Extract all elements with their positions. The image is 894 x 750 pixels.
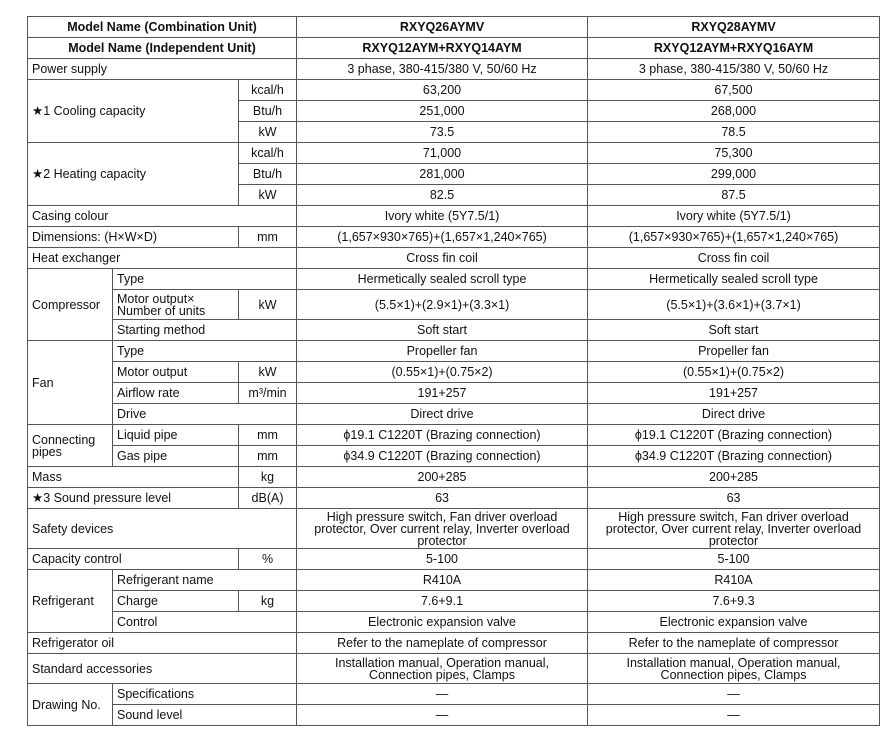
value-cell: 78.5 bbox=[588, 122, 880, 143]
value-cell: Propeller fan bbox=[297, 341, 588, 362]
row-mass bbox=[28, 467, 880, 488]
row-safety-devices bbox=[28, 509, 880, 549]
dimensions-label: Dimensions: (H×W×D) bbox=[28, 227, 239, 248]
power-supply-label: Power supply bbox=[28, 59, 297, 80]
value-cell: 299,000 bbox=[588, 164, 880, 185]
value-cell: ϕ19.1 C1220T (Brazing connection) bbox=[588, 425, 880, 446]
row-dimensions bbox=[28, 227, 880, 248]
liquid-pipe-label: Liquid pipe bbox=[113, 425, 239, 446]
value-cell: 67,500 bbox=[588, 80, 880, 101]
unit-cell: kW bbox=[239, 122, 297, 143]
value-cell: 251,000 bbox=[297, 101, 588, 122]
safety-line: High pressure switch, Fan driver overload bbox=[618, 509, 849, 524]
safety-line: protector, Over current relay, Inverter overload bbox=[314, 521, 570, 536]
row-fan-airflow bbox=[28, 383, 880, 404]
pipes-text: pipes bbox=[32, 444, 62, 459]
accessories-line: Installation manual, Operation manual, bbox=[335, 655, 550, 670]
value-cell: 73.5 bbox=[297, 122, 588, 143]
safety-line: protector bbox=[708, 533, 759, 548]
unit-cell: kW bbox=[239, 290, 297, 320]
value-cell: Electronic expansion valve bbox=[297, 612, 588, 633]
airflow-label: Airflow rate bbox=[113, 383, 239, 404]
value-cell: (5.5×1)+(3.6×1)+(3.7×1) bbox=[588, 290, 880, 320]
safety-line: High pressure switch, Fan driver overload bbox=[326, 509, 558, 524]
value-cell: 5-100 bbox=[588, 549, 880, 570]
indep-model-1: RXYQ12AYM+RXYQ14AYM bbox=[297, 38, 588, 59]
value-cell: (1,657×930×765)+(1,657×1,240×765) bbox=[588, 227, 880, 248]
value-cell: — bbox=[297, 705, 588, 726]
value-cell: 75,300 bbox=[588, 143, 880, 164]
value-cell: Cross fin coil bbox=[297, 248, 588, 269]
row-standard-accessories bbox=[28, 654, 880, 684]
motor-output-text: Motor output× bbox=[117, 291, 195, 306]
value-cell: (5.5×1)+(2.9×1)+(3.3×1) bbox=[297, 290, 588, 320]
sound-pressure-label: ★3 Sound pressure level bbox=[28, 488, 239, 509]
accessories-2 bbox=[588, 654, 880, 684]
value-cell: 63 bbox=[297, 488, 588, 509]
row-combination-model bbox=[28, 17, 880, 38]
indep-model-2: RXYQ12AYM+RXYQ16AYM bbox=[588, 38, 880, 59]
refrigerator-oil-label: Refrigerator oil bbox=[28, 633, 297, 654]
unit-cell: kW bbox=[239, 185, 297, 206]
value-cell: Hermetically sealed scroll type bbox=[588, 269, 880, 290]
row-casing-colour bbox=[28, 206, 880, 227]
value-cell: 7.6+9.1 bbox=[297, 591, 588, 612]
unit-cell: Btu/h bbox=[239, 164, 297, 185]
fan-type-label: Type bbox=[113, 341, 297, 362]
value-cell: — bbox=[588, 684, 880, 705]
row-power-supply bbox=[28, 59, 880, 80]
indep-model-label: Model Name (Independent Unit) bbox=[28, 38, 297, 59]
value-cell: Refer to the nameplate of compressor bbox=[297, 633, 588, 654]
heat-exchanger-label: Heat exchanger bbox=[28, 248, 297, 269]
value-cell: Ivory white (5Y7.5/1) bbox=[297, 206, 588, 227]
value-cell: 191+257 bbox=[588, 383, 880, 404]
row-refrigerant-control bbox=[28, 612, 880, 633]
unit-cell: mm bbox=[239, 425, 297, 446]
value-cell: Cross fin coil bbox=[588, 248, 880, 269]
refrigerant-name-label: Refrigerant name bbox=[113, 570, 297, 591]
sound-level-label: Sound level bbox=[113, 705, 297, 726]
value-cell: 63,200 bbox=[297, 80, 588, 101]
value-cell: Direct drive bbox=[297, 404, 588, 425]
value-cell: R410A bbox=[588, 570, 880, 591]
value-cell: (1,657×930×765)+(1,657×1,240×765) bbox=[297, 227, 588, 248]
fan-label: Fan bbox=[28, 341, 113, 425]
row-refrigerant-charge bbox=[28, 591, 880, 612]
unit-cell: dB(A) bbox=[239, 488, 297, 509]
combo-model-2: RXYQ28AYMV bbox=[588, 17, 880, 38]
mass-label: Mass bbox=[28, 467, 239, 488]
accessories-line: Installation manual, Operation manual, bbox=[626, 655, 841, 670]
unit-cell: % bbox=[239, 549, 297, 570]
value-cell: 5-100 bbox=[297, 549, 588, 570]
unit-cell: mm bbox=[239, 227, 297, 248]
safety-devices-1 bbox=[297, 509, 588, 549]
safety-devices-2 bbox=[588, 509, 880, 549]
charge-label: Charge bbox=[113, 591, 239, 612]
refrigerant-control-label: Control bbox=[113, 612, 297, 633]
unit-cell: kW bbox=[239, 362, 297, 383]
row-fan-drive bbox=[28, 404, 880, 425]
heating-capacity-label: ★2 Heating capacity bbox=[28, 143, 239, 206]
row-refrigerator-oil bbox=[28, 633, 880, 654]
spec-table bbox=[27, 16, 880, 726]
row-capacity-control bbox=[28, 549, 880, 570]
value-cell: Refer to the nameplate of compressor bbox=[588, 633, 880, 654]
starting-method-label: Starting method bbox=[113, 320, 297, 341]
refrigerant-label: Refrigerant bbox=[28, 570, 113, 633]
accessories-1 bbox=[297, 654, 588, 684]
drive-label: Drive bbox=[113, 404, 297, 425]
value-cell: Electronic expansion valve bbox=[588, 612, 880, 633]
row-compressor-motor bbox=[28, 290, 880, 320]
row-sound-pressure bbox=[28, 488, 880, 509]
safety-line: protector bbox=[417, 533, 467, 548]
value-cell: ϕ19.1 C1220T (Brazing connection) bbox=[297, 425, 588, 446]
value-cell: 268,000 bbox=[588, 101, 880, 122]
row-liquid-pipe bbox=[28, 425, 880, 446]
row-refrigerant-name bbox=[28, 570, 880, 591]
gas-pipe-label: Gas pipe bbox=[113, 446, 239, 467]
row-independent-model bbox=[28, 38, 880, 59]
capacity-control-label: Capacity control bbox=[28, 549, 239, 570]
value-cell: R410A bbox=[297, 570, 588, 591]
value-cell: 71,000 bbox=[297, 143, 588, 164]
value-cell: Propeller fan bbox=[588, 341, 880, 362]
unit-cell: kg bbox=[239, 467, 297, 488]
row-heat-exchanger bbox=[28, 248, 880, 269]
value-cell: 87.5 bbox=[588, 185, 880, 206]
value-cell: — bbox=[588, 705, 880, 726]
row-fan-motor bbox=[28, 362, 880, 383]
value-cell: Soft start bbox=[588, 320, 880, 341]
power-supply-1: 3 phase, 380-415/380 V, 50/60 Hz bbox=[297, 59, 588, 80]
connecting-text: Connecting bbox=[32, 432, 96, 447]
unit-cell: mm bbox=[239, 446, 297, 467]
number-of-units-text: Number of units bbox=[117, 303, 206, 318]
unit-cell: Btu/h bbox=[239, 101, 297, 122]
row-heating-kcal bbox=[28, 143, 880, 164]
value-cell: 191+257 bbox=[297, 383, 588, 404]
power-supply-2: 3 phase, 380-415/380 V, 50/60 Hz bbox=[588, 59, 880, 80]
combo-model-1: RXYQ26AYMV bbox=[297, 17, 588, 38]
casing-colour-label: Casing colour bbox=[28, 206, 297, 227]
safety-line: protector, Over current relay, Inverter overload bbox=[605, 521, 862, 536]
connecting-pipes-label bbox=[28, 425, 113, 467]
value-cell: (0.55×1)+(0.75×2) bbox=[588, 362, 880, 383]
value-cell: ϕ34.9 C1220T (Brazing connection) bbox=[297, 446, 588, 467]
row-cooling-kcal bbox=[28, 80, 880, 101]
value-cell: 200+285 bbox=[297, 467, 588, 488]
value-cell: 82.5 bbox=[297, 185, 588, 206]
row-drawing-specifications bbox=[28, 684, 880, 705]
unit-cell: kcal/h bbox=[239, 143, 297, 164]
row-fan-type bbox=[28, 341, 880, 362]
row-gas-pipe bbox=[28, 446, 880, 467]
fan-motor-label: Motor output bbox=[113, 362, 239, 383]
cooling-capacity-label: ★1 Cooling capacity bbox=[28, 80, 239, 143]
value-cell: 200+285 bbox=[588, 467, 880, 488]
compressor-motor-label bbox=[113, 290, 239, 320]
value-cell: (0.55×1)+(0.75×2) bbox=[297, 362, 588, 383]
value-cell: 63 bbox=[588, 488, 880, 509]
value-cell: Soft start bbox=[297, 320, 588, 341]
drawing-no-label: Drawing No. bbox=[28, 684, 113, 726]
value-cell: Ivory white (5Y7.5/1) bbox=[588, 206, 880, 227]
unit-cell: kg bbox=[239, 591, 297, 612]
value-cell: 7.6+9.3 bbox=[588, 591, 880, 612]
row-compressor-type bbox=[28, 269, 880, 290]
standard-accessories-label: Standard accessories bbox=[28, 654, 297, 684]
combo-model-label: Model Name (Combination Unit) bbox=[28, 17, 297, 38]
unit-cell: m³/min bbox=[239, 383, 297, 404]
specifications-label: Specifications bbox=[113, 684, 297, 705]
row-drawing-sound-level bbox=[28, 705, 880, 726]
accessories-line: Connection pipes, Clamps bbox=[369, 667, 515, 682]
value-cell: — bbox=[297, 684, 588, 705]
compressor-label: Compressor bbox=[28, 269, 113, 341]
value-cell: ϕ34.9 C1220T (Brazing connection) bbox=[588, 446, 880, 467]
value-cell: Direct drive bbox=[588, 404, 880, 425]
value-cell: 281,000 bbox=[297, 164, 588, 185]
accessories-line: Connection pipes, Clamps bbox=[660, 667, 807, 682]
unit-cell: kcal/h bbox=[239, 80, 297, 101]
value-cell: Hermetically sealed scroll type bbox=[297, 269, 588, 290]
compressor-type-label: Type bbox=[113, 269, 297, 290]
safety-devices-label: Safety devices bbox=[28, 509, 297, 549]
row-compressor-starting bbox=[28, 320, 880, 341]
